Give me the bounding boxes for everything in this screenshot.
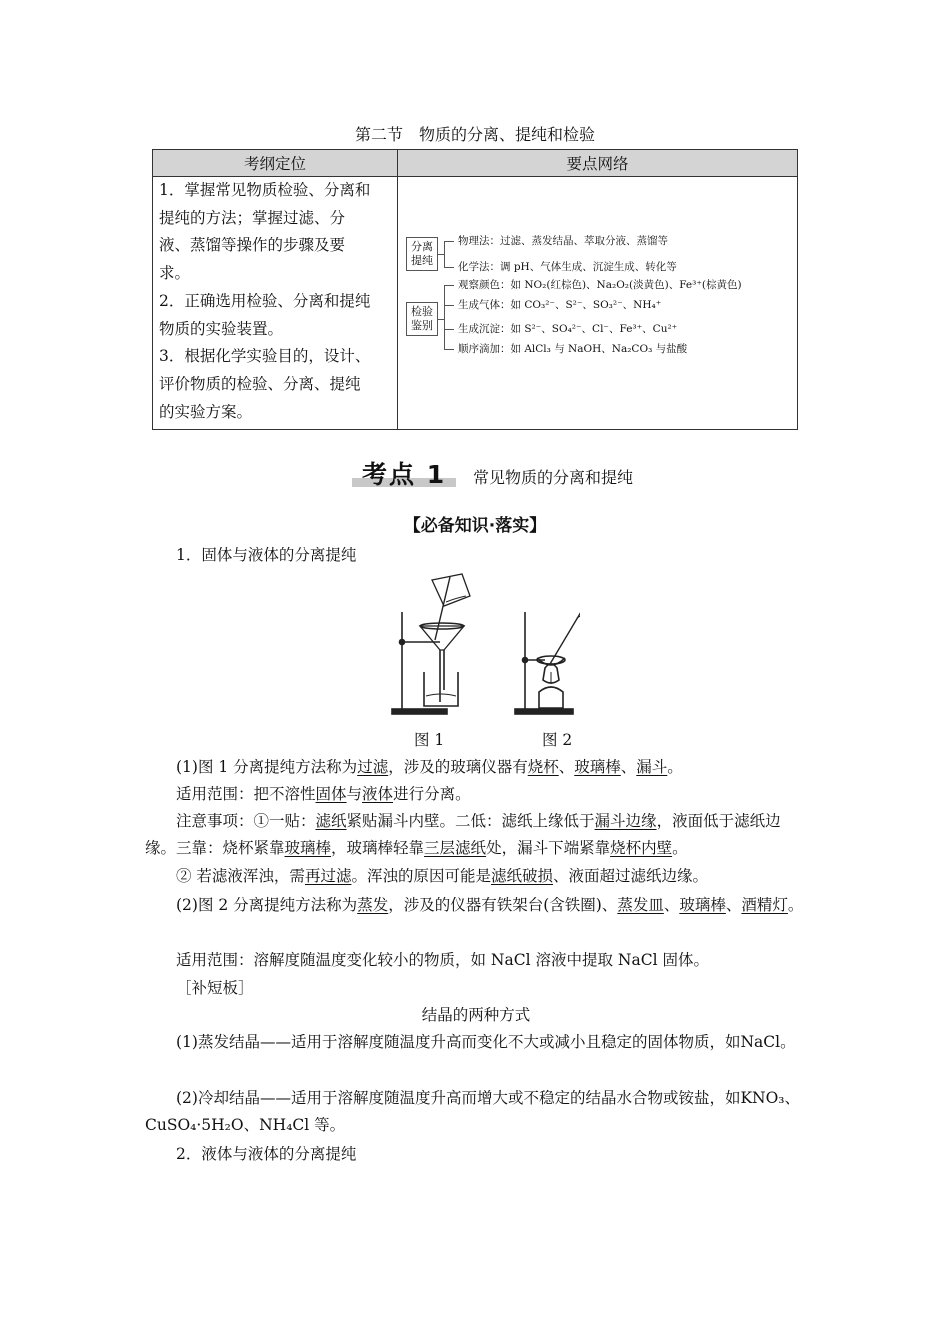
knowledge-heading: 【必备知识·落实】 xyxy=(403,516,547,536)
syllabus-line: 求。 xyxy=(159,264,191,283)
kaodian-badge xyxy=(352,455,456,489)
syllabus-line: 液、蒸馏等操作的步骤及要 xyxy=(159,236,346,255)
paragraph-evaporation-scope: 适用范围：溶解度随温度变化较小的物质，如 NaCl 溶液中提取 NaCl 固体。 xyxy=(176,951,709,969)
figure-2-caption: 图 2 xyxy=(542,731,573,749)
crystallization-heading: 结晶的两种方式 xyxy=(421,1006,531,1024)
syllabus-line: 2．正确选用检验、分离和提纯 xyxy=(159,291,371,310)
network-line: 化学法：调 pH、气体生成、沉淀生成、转化等 xyxy=(458,261,677,273)
paragraph-turbid: ② 若滤液浑浊，需再过滤。浑浊的原因可能是滤纸破损、液面超过滤纸边缘。 xyxy=(176,867,708,885)
kaodian-label: 考点 1 xyxy=(362,460,447,489)
filtration-apparatus-icon xyxy=(392,574,470,714)
network-box-separation: 分离 提纯 xyxy=(406,237,438,271)
section-title: 第二节 物质的分离、提纯和检验 xyxy=(354,125,595,144)
supplement-label: ［补短板］ xyxy=(176,979,254,997)
syllabus-line: 评价物质的检验、分离、提纯 xyxy=(159,374,361,393)
syllabus-cell xyxy=(153,177,398,430)
evaporation-apparatus-icon xyxy=(515,612,580,714)
network-line: 生成气体：如 CO₃²⁻、S²⁻、SO₃²⁻、NH₄⁺ xyxy=(458,299,662,311)
network-line: 顺序滴加：如 AlCl₃ 与 NaOH、Na₂CO₃ 与盐酸 xyxy=(458,343,688,355)
paragraph-filtration-scope: 适用范围：把不溶性固体与液体进行分离。 xyxy=(176,785,471,803)
paragraph-filtration-notes: 注意事项：①一贴：滤纸紧贴漏斗内壁。二低：滤纸上缘低于漏斗边缘，液面低于滤纸边缘。三靠：烧杯紧靠玻璃棒，玻璃棒轻靠三层滤纸处，漏斗下端紧靠烧杯内壁。 xyxy=(145,812,781,857)
paragraph-filtration: (1)图 1 分离提纯方法称为过滤，涉及的玻璃仪器有烧杯、玻璃棒、漏斗。 xyxy=(176,758,683,776)
figure-1-caption: 图 1 xyxy=(414,731,445,749)
syllabus-line: 的实验方案。 xyxy=(159,402,253,421)
subsection-heading-1: 1．固体与液体的分离提纯 xyxy=(176,546,357,564)
subsection-heading-2: 2．液体与液体的分离提纯 xyxy=(176,1145,357,1163)
syllabus-line: 1．掌握常见物质检验、分离和 xyxy=(159,181,371,199)
syllabus-table xyxy=(152,149,798,430)
paragraph-evaporative-crystallization: (1)蒸发结晶——适用于溶解度随温度升高而变化不大或减小且稳定的固体物质，如NaCl。 xyxy=(176,1033,796,1051)
network-box-detection: 检验 鉴别 xyxy=(406,302,438,336)
network-cell xyxy=(398,177,798,430)
syllabus-line: 提纯的方法；掌握过滤、分 xyxy=(159,208,346,227)
paragraph-cooling-crystallization: (2)冷却结晶——适用于溶解度随温度升高而增大或不稳定的结晶水合物或铵盐，如KNO₃、CuSO₄·5H₂O、NH₄Cl 等。 xyxy=(145,1089,801,1134)
apparatus-figure xyxy=(380,572,580,722)
syllabus-line: 物质的实验装置。 xyxy=(159,319,284,338)
network-line: 物理法：过滤、蒸发结晶、萃取分液、蒸馏等 xyxy=(458,235,668,247)
syllabus-line: 3．根据化学实验目的，设计、 xyxy=(159,347,371,366)
table-head-left: 考纲定位 xyxy=(153,150,398,177)
network-line: 观察颜色：如 NO₂(红棕色)、Na₂O₂(淡黄色)、Fe³⁺(棕黄色) xyxy=(458,279,742,291)
paragraph-evaporation: (2)图 2 分离提纯方法称为蒸发，涉及的仪器有铁架台(含铁圈)、蒸发皿、玻璃棒、酒精灯。 xyxy=(176,896,804,914)
network-line: 生成沉淀：如 S²⁻、SO₄²⁻、Cl⁻、Fe³⁺、Cu²⁺ xyxy=(458,323,678,335)
table-head-right: 要点网络 xyxy=(398,150,798,177)
kaodian-title: 常见物质的分离和提纯 xyxy=(473,468,634,487)
